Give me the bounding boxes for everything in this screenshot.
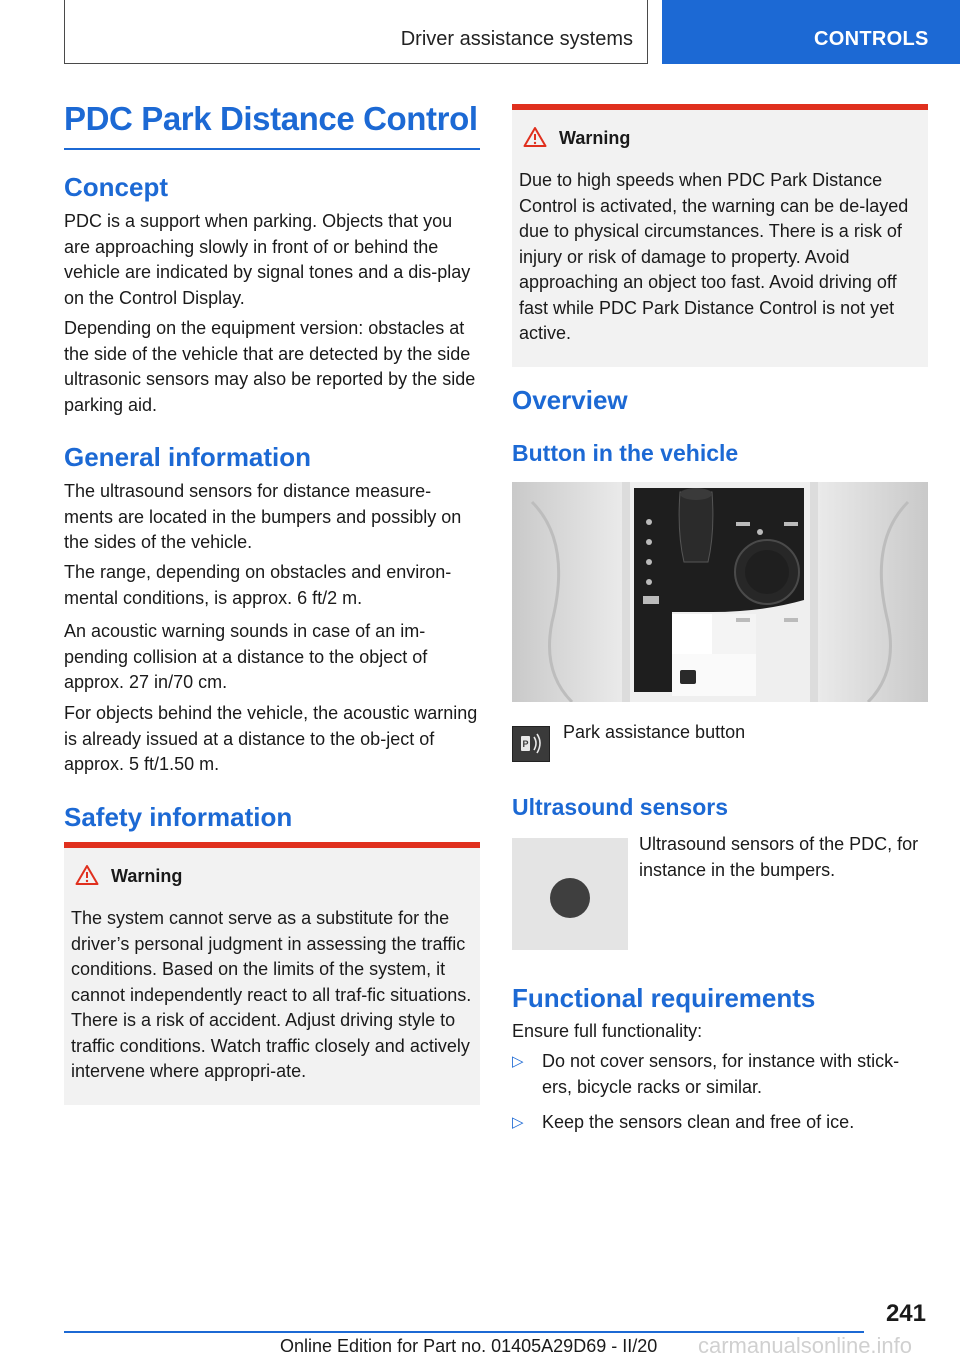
- bullet-triangle-icon: ▷: [512, 1114, 524, 1131]
- list-item-text: Keep the sensors clean and free of ice.: [542, 1112, 855, 1132]
- general-paragraph-2: The range, depending on obstacles and environ-mental conditions, is approx. 6 ft/2 m.: [64, 562, 452, 608]
- general-paragraph-1: The ultrasound sensors for distance measure-ments are located in the bumpers and possibly on the sides of the vehicle.: [64, 481, 462, 552]
- warning-title: Warning: [111, 866, 183, 886]
- page-number: 241: [885, 1300, 926, 1327]
- concept-heading: Concept: [64, 172, 168, 202]
- concept-paragraph-2: Depending on the equipment version: obstacles at the side of the vehicle that are detected by the side ultrasonic sensors may also be reported by the side parking aid.: [64, 318, 476, 415]
- warning-text: Due to high speeds when PDC Park Distance Control is activated, the warning can be de-layed due to physical circumstances. There is a risk of injury or risk of damage to property. Avoid approaching an object too fast. Avoid driving off fast while PDC Park Distance Control is not yet active.: [519, 170, 909, 343]
- page-title: PDC Park Distance Control: [64, 100, 480, 150]
- park-assistance-icon: [513, 727, 548, 760]
- general-paragraph-3: An acoustic warning sounds in case of an im-pending collision at a distance to the object of approx. 27 in/70 cm.: [64, 621, 428, 692]
- header-chapter-tab: [662, 0, 960, 64]
- warning-title: Warning: [559, 128, 631, 148]
- warning-header: [71, 848, 473, 888]
- center-console-illustration: [512, 482, 928, 702]
- list-item: [512, 1049, 928, 1100]
- functional-intro: Ensure full functionality:: [512, 1021, 703, 1041]
- bullet-triangle-icon: ▷: [512, 1053, 524, 1070]
- button-in-vehicle-heading: Button in the vehicle: [512, 440, 739, 466]
- center-console-image: [512, 482, 928, 702]
- park-assistance-button-icon: [512, 726, 550, 762]
- footer-edition: Online Edition for Part no. 01405A29D69 - II/20: [280, 1336, 658, 1356]
- ultrasound-sensor-image: [512, 838, 628, 950]
- general-paragraph-4: For objects behind the vehicle, the acoustic warning is already issued at a distance to the ob-ject of approx. 5 ft/1.50 m.: [64, 703, 478, 774]
- svg-text:P: P: [522, 739, 529, 749]
- sensor-icon: [550, 878, 590, 918]
- warning-header: [519, 110, 921, 150]
- concept-paragraph-1: PDC is a support when parking. Objects that you are approaching slowly in front of or behind the vehicle are indicated by signal tones and a dis-play on the Control Display.: [64, 211, 471, 308]
- footer-watermark: carmanualsonline.info: [698, 1333, 913, 1358]
- overview-heading: Overview: [512, 385, 628, 415]
- header-section-title: Driver assistance systems: [400, 28, 633, 50]
- functional-requirements-list: [512, 1049, 928, 1146]
- warning-text: The system cannot serve as a substitute for the driver’s personal judgment in assessing the traffic conditions. Based on the limits of the system, it cannot independently react to all traf-fic situations. There is a risk of accident. Adjust driving style to traffic conditions. Watch traffic closely and actively intervene where appropri-ate.: [71, 908, 472, 1081]
- functional-requirements-heading: Functional requirements: [512, 983, 816, 1013]
- header-chapter-title: CONTROLS: [814, 28, 929, 50]
- general-information-heading: General information: [64, 442, 312, 472]
- ultrasound-sensors-caption: Ultrasound sensors of the PDC, for instance in the bumpers.: [639, 834, 919, 880]
- header-section-tab: [64, 0, 648, 64]
- park-assistance-caption: Park assistance button: [563, 722, 746, 742]
- warning-triangle-icon: [523, 126, 547, 148]
- safety-information-heading: Safety information: [64, 802, 293, 832]
- warning-triangle-icon: [75, 864, 99, 886]
- list-item: [512, 1110, 928, 1136]
- list-item-text: Do not cover sensors, for instance with stick-ers, bicycle racks or similar.: [542, 1051, 900, 1097]
- ultrasound-sensors-heading: Ultrasound sensors: [512, 794, 728, 820]
- speed-warning-box: [512, 104, 928, 367]
- safety-warning-box: [64, 842, 480, 1105]
